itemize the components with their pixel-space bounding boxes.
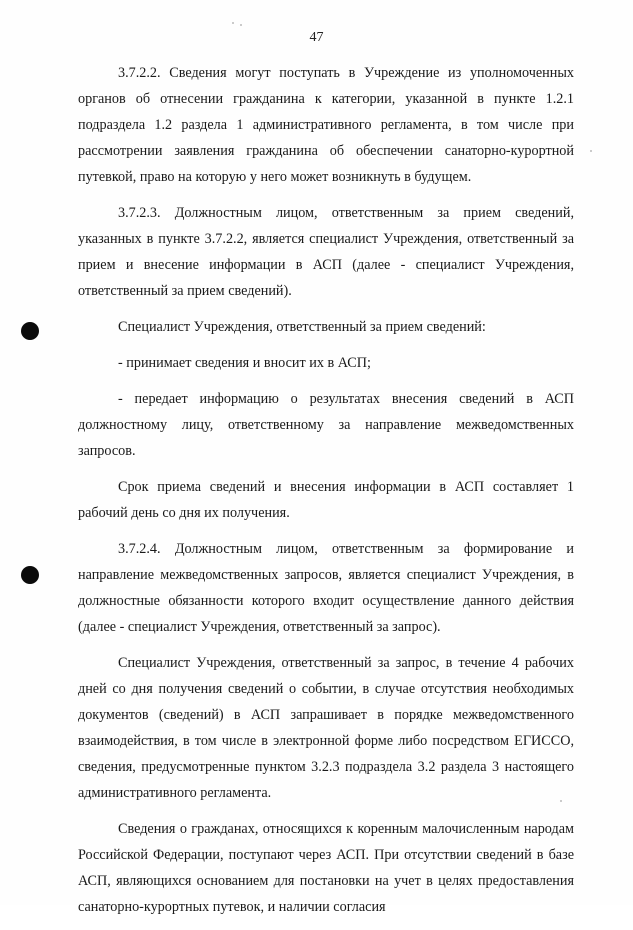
scan-speck — [232, 22, 234, 24]
paragraph-list-item-1: - принимает сведения и вносит их в АСП; — [118, 355, 371, 371]
scan-speck — [590, 150, 592, 152]
binder-hole-top — [21, 322, 39, 340]
paragraph-indigenous-peoples: Сведения о гражданах, относящихся к коренным малочисленным народам Российской Федерации, поступают через АСП. При отсутствии сведений в базе АСП, являющихся основанием для постановки на учет в целях предоставления санаторно-курортных путевок, и наличии согласия — [78, 821, 574, 915]
paragraph-term: Срок приема сведений и внесения информации в АСП составляет 1 рабочий день со дня их получения. — [78, 479, 574, 521]
paragraph-3-7-2-2: 3.7.2.2. Сведения могут поступать в Учреждение из уполномоченных органов об отнесении гражданина к категории, указанной в пункте 1.2.1 подраздела 1.2 раздела 1 административного регламента, в том числе при рассмотрении заявления гражданина об обеспечении санаторно-курортной путевкой, право на которую у него может возникнуть в будущем. — [78, 65, 574, 185]
paragraph-3-7-2-3: 3.7.2.3. Должностным лицом, ответственным за прием сведений, указанных в пункте 3.7.2.2, является специалист Учреждения, ответственный за прием и внесение информации в АСП (далее - специалист Учреждения, ответственный за прием сведений). — [78, 205, 574, 299]
page-number: 47 — [309, 30, 324, 45]
paragraph-3-7-2-4: 3.7.2.4. Должностным лицом, ответственным за формирование и направление межведомственных запросов, является специалист Учреждения, в должностные обязанности которого входит осуществление данного действия (далее - специалист Учреждения, ответственный за запрос). — [78, 541, 574, 635]
paragraph-list-item-2: - передает информацию о результатах внесения сведений в АСП должностному лицу, ответственному за направление межведомственных запросов. — [78, 391, 574, 459]
scan-speck — [240, 24, 242, 26]
binder-hole-bottom — [21, 566, 39, 584]
document-body — [78, 60, 574, 930]
paragraph-request-specialist: Специалист Учреждения, ответственный за запрос, в течение 4 рабочих дней со дня получения сведений о событии, в случае отсутствия необходимых документов (сведений) в АСП запрашивает в порядке межведомственного взаимодействия, в том числе в электронной форме либо посредством ЕГИССО, сведения, предусмотренные пунктом 3.2.3 подраздела 3.2 раздела 3 настоящего административного регламента. — [78, 655, 574, 801]
paragraph-specialist-intro: Специалист Учреждения, ответственный за прием сведений: — [118, 319, 486, 335]
